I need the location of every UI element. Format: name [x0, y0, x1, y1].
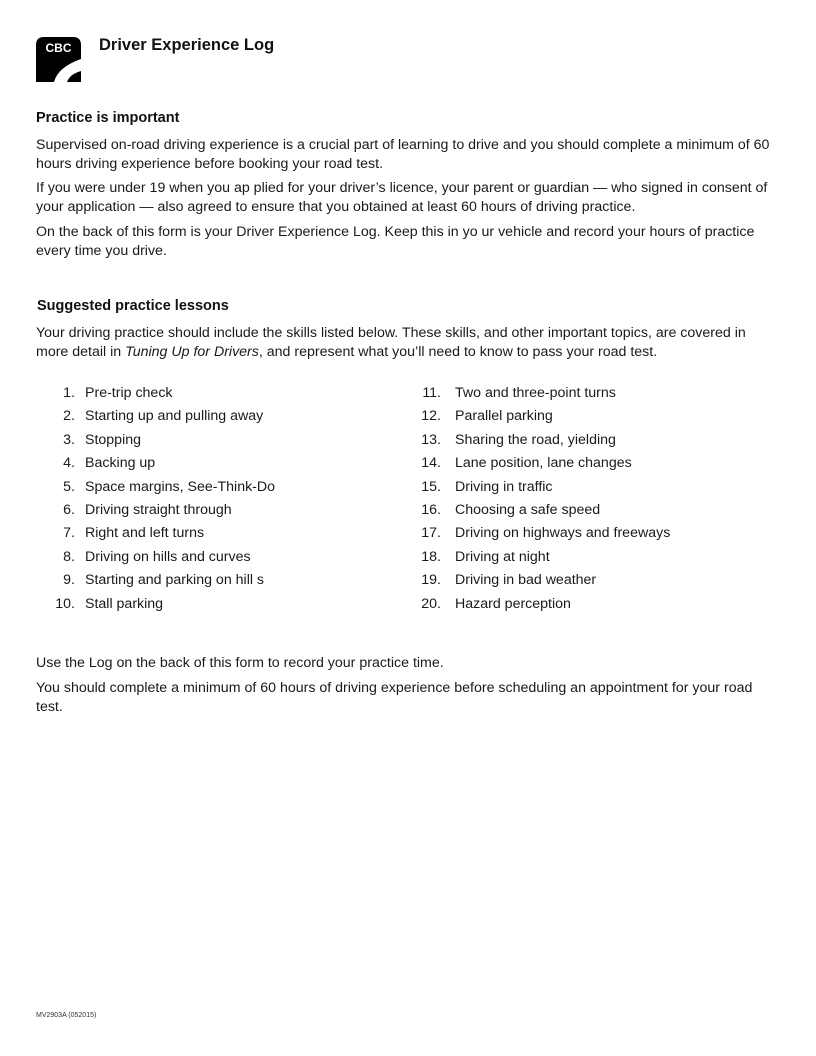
lesson-label: Driving in traffic	[455, 478, 553, 495]
lesson-item	[401, 501, 601, 520]
lesson-number: 13.	[421, 431, 441, 448]
lesson-item	[401, 384, 616, 403]
lessons-intro-start: Your driving practice should include the skills listed below. These skills, and other important topics, are covered in more detail in	[36, 325, 746, 361]
form-number: MV2903A (052015)	[36, 1012, 97, 1019]
lesson-number: 8.	[63, 548, 75, 565]
cbc-logo-graphic	[36, 37, 81, 82]
lesson-label: Driving in bad weather	[455, 572, 597, 589]
lesson-label: Pre-trip check	[85, 385, 173, 401]
lesson-number: 16.	[421, 502, 441, 518]
lesson-item	[35, 548, 251, 567]
practice-heading: Practice is important	[36, 110, 180, 126]
lesson-label: Space margins, See-Think-Do	[85, 478, 276, 495]
lesson-number: 3.	[63, 431, 75, 448]
lesson-number: 2.	[63, 408, 75, 425]
lesson-number: 14.	[421, 455, 441, 472]
lesson-item	[35, 431, 142, 450]
lesson-label: Two and three-point turns	[455, 385, 616, 401]
lessons-intro-end: , and represent what you’ll need to know to pass your road test.	[258, 344, 658, 361]
lesson-item	[35, 454, 156, 473]
lesson-item	[35, 384, 173, 403]
document-title: Driver Experience Log	[99, 36, 275, 54]
lesson-number: 18.	[421, 548, 441, 565]
lesson-label: Driving at night	[455, 548, 550, 565]
practice-paragraph-1: Supervised on-road driving experience is a crucial part of learning to drive and you should complete a minimum of 60 hours driving experience before booking your road test.	[36, 137, 770, 173]
lesson-label: Driving on hills and curves	[85, 548, 251, 565]
lesson-label: Backing up	[85, 455, 156, 472]
lesson-number: 15.	[421, 478, 441, 495]
lesson-number: 1.	[63, 385, 75, 401]
lesson-item	[401, 571, 597, 590]
lesson-item	[401, 431, 616, 450]
book-title: Tuning Up for Drivers	[125, 344, 259, 361]
practice-paragraph-3: On the back of this form is your Driver Experience Log. Keep this in yo ur vehicle and record your hours of practice every time you drive.	[36, 224, 755, 260]
lesson-item	[35, 407, 264, 426]
lesson-number: 19.	[421, 572, 441, 589]
closing-paragraph-1: Use the Log on the back of this form to record your practice time.	[36, 655, 444, 671]
lesson-label: Parallel parking	[455, 408, 553, 425]
lesson-item	[401, 548, 550, 567]
lesson-item	[35, 501, 232, 520]
lesson-label: Starting up and pulling away	[85, 408, 264, 425]
cbc-logo-text: CBC	[45, 41, 72, 55]
lesson-item	[401, 595, 571, 614]
lesson-label: Right and left turns	[85, 525, 205, 542]
lesson-label: Driving straight through	[85, 502, 232, 518]
lesson-number: 7.	[63, 525, 75, 542]
lessons-intro	[36, 324, 781, 363]
lesson-item	[401, 407, 553, 426]
cbc-logo	[36, 37, 81, 82]
lesson-label: Lane position, lane changes	[455, 455, 632, 472]
lesson-number: 20.	[421, 595, 441, 612]
lesson-item	[35, 571, 265, 590]
lesson-number: 4.	[63, 455, 75, 472]
lesson-number: 12.	[421, 408, 441, 425]
lesson-label: Stall parking	[85, 595, 164, 612]
lesson-number: 10.	[55, 595, 75, 612]
lesson-item	[35, 478, 276, 497]
lesson-item	[401, 454, 632, 473]
lesson-item	[35, 524, 205, 543]
lesson-label: Choosing a safe speed	[455, 502, 601, 518]
lesson-label: Hazard perception	[455, 595, 571, 612]
lesson-number: 6.	[63, 502, 75, 518]
lesson-label: Starting and parking on hill s	[85, 572, 265, 589]
lesson-label: Driving on highways and freeways	[455, 525, 671, 542]
lesson-label: Stopping	[85, 431, 142, 448]
lesson-number: 9.	[63, 572, 75, 589]
practice-paragraph-2: If you were under 19 when you ap plied for your driver’s licence, your parent or guardian — who signed in consent of your application — also agreed to ensure that you obtained at least 60 hours of driving practice.	[36, 180, 768, 216]
lesson-number: 5.	[63, 478, 75, 495]
lesson-number: 17.	[421, 525, 441, 542]
lesson-item	[401, 524, 671, 543]
lesson-number: 11.	[422, 385, 441, 401]
lesson-label: Sharing the road, yielding	[455, 431, 616, 448]
lesson-item	[35, 595, 164, 614]
closing-paragraph-2: You should complete a minimum of 60 hours of driving experience before scheduling an appointment for your road test.	[36, 680, 753, 716]
lessons-heading: Suggested practice lessons	[37, 298, 229, 314]
lesson-item	[401, 478, 553, 497]
